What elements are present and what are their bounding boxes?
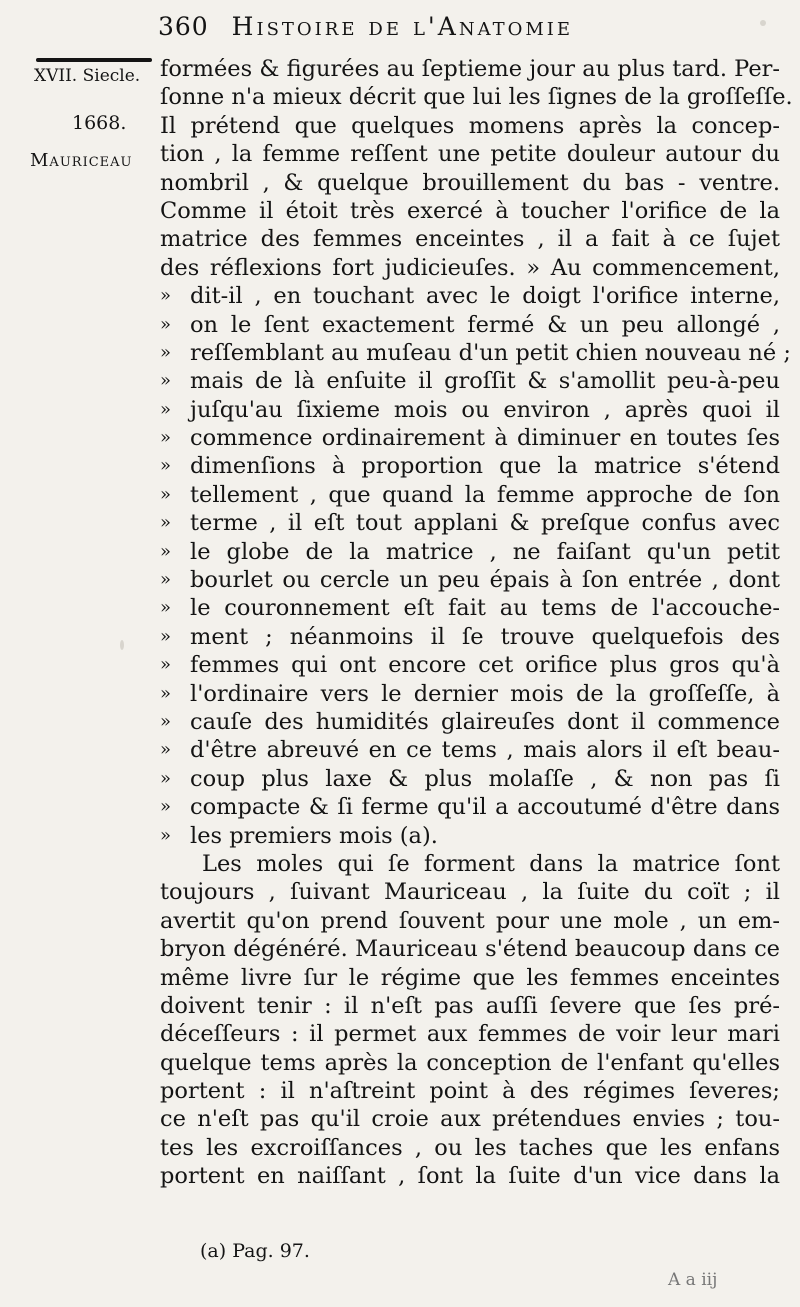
line-text: ſonne n'a mieux décrit que lui les ſignes de la groſſeſſe. — [160, 84, 793, 111]
text-line — [160, 594, 780, 622]
text-line — [160, 396, 780, 424]
text-line — [160, 964, 780, 992]
line-text: dit-il , en touchant avec le doigt l'orifice interne, — [190, 283, 780, 310]
text-line — [160, 140, 780, 168]
line-text: Comme il étoit très exercé à toucher l'orifice de la — [160, 197, 780, 224]
text-line — [160, 339, 791, 367]
line-text: ce n'eſt pas qu'il croie aux prétendues envies ; tou- — [160, 1106, 780, 1133]
text-line — [160, 992, 780, 1020]
quote-mark: » — [160, 739, 172, 761]
running-title: Histoire de l'Anatomie — [231, 12, 574, 41]
running-header — [158, 12, 778, 41]
quote-mark: » — [160, 540, 172, 562]
quote-mark: » — [160, 796, 172, 818]
text-line — [160, 1162, 780, 1190]
text-line — [160, 935, 780, 963]
line-text: femmes qui ont encore cet orifice plus gros qu'à — [190, 652, 780, 679]
text-line — [160, 112, 780, 140]
margin-rule — [36, 58, 152, 62]
quote-mark: » — [160, 625, 172, 647]
paper-stain — [120, 640, 124, 650]
line-text: cauſe des humidités glaireuſes dont il commence — [190, 708, 780, 735]
line-text: portent en naiſſant , ſont la ſuite d'un vice dans la — [160, 1163, 780, 1190]
quote-mark: » — [160, 483, 172, 505]
footnote: (a) Pag. 97. — [200, 1240, 310, 1262]
quote-mark: » — [160, 313, 172, 335]
quote-mark: » — [160, 569, 172, 591]
text-line — [160, 793, 780, 821]
text-line — [160, 765, 780, 793]
text-line — [160, 169, 780, 197]
text-line — [160, 566, 780, 594]
text-body — [160, 55, 793, 1191]
line-text: le globe de la matrice , ne faiſant qu'un petit — [190, 538, 780, 565]
signature-mark: A a iij — [668, 1270, 718, 1290]
quote-mark: » — [160, 427, 172, 449]
line-text: ment ; néanmoins il ſe trouve quelquefois des — [190, 623, 780, 650]
line-text: quelque tems après la conception de l'enfant qu'elles — [160, 1049, 780, 1076]
line-text: compacte & ſi ferme qu'il a accoutumé d'être dans — [190, 794, 780, 821]
line-text: déceſſeurs : il permet aux femmes de voir leur mari — [160, 1021, 780, 1048]
text-line — [160, 282, 780, 310]
line-text: tellement , que quand la femme approche de ſon — [190, 481, 780, 508]
text-line — [160, 509, 780, 537]
margin-century: XVII. Siecle. — [34, 66, 141, 86]
text-line — [160, 254, 780, 282]
line-text: dimenſions à proportion que la matrice s'étend — [190, 453, 780, 480]
line-text: l'ordinaire vers le dernier mois de la groſſeſſe, à — [190, 680, 780, 707]
text-line — [160, 225, 780, 253]
line-text: portent : il n'aſtreint point à des régimes ſeveres; — [160, 1078, 780, 1105]
text-line — [160, 878, 780, 906]
line-text: reſſemblant au muſeau d'un petit chien nouveau né ; — [190, 339, 791, 366]
line-text: formées & figurées au ſeptieme jour au plus tard. Per- — [160, 56, 780, 82]
quote-mark: » — [160, 767, 172, 789]
line-text: toujours , ſuivant Mauriceau , la ſuite du coït ; il — [160, 879, 780, 906]
line-text: des réflexions fort judicieuſes. » Au commencement, — [160, 254, 780, 281]
line-text: d'être abreuvé en ce tems , mais alors il eſt beau- — [190, 737, 780, 764]
text-line — [160, 822, 780, 850]
line-text: tes les excroiſſances , ou les taches que les enfans — [160, 1134, 780, 1161]
line-text: avertit qu'on prend ſouvent pour une mole , un em- — [160, 907, 780, 934]
text-line — [160, 1105, 780, 1133]
line-text: commence ordinairement à diminuer en toutes ſes — [190, 425, 780, 452]
line-text: Il prétend que quelques momens après la concep- — [160, 112, 780, 139]
line-text: le couronnement eſt fait au tems de l'accouche- — [190, 595, 780, 622]
quote-mark: » — [160, 398, 172, 420]
quote-mark: » — [160, 682, 172, 704]
line-text: terme , il eſt tout applani & preſque confus avec — [190, 510, 780, 537]
line-text: Les moles qui ſe forment dans la matrice ſont — [202, 850, 780, 877]
text-line — [160, 1077, 780, 1105]
quote-mark: » — [160, 597, 172, 619]
text-line — [160, 452, 780, 480]
text-line — [160, 481, 780, 509]
page-number: 360 — [158, 12, 209, 41]
text-line — [160, 1020, 780, 1048]
quote-mark: » — [160, 341, 172, 363]
quote-mark: » — [160, 370, 172, 392]
text-line — [160, 311, 780, 339]
line-text: bourlet ou cercle un peu épais à ſon entrée , dont — [190, 567, 780, 594]
text-line — [160, 1049, 780, 1077]
line-text: les premiers mois (a). — [190, 822, 438, 849]
text-line — [160, 1134, 780, 1162]
quote-mark: » — [160, 455, 172, 477]
line-text: doivent tenir : il n'eſt pas auſſi ſevere que ſes pré- — [160, 992, 780, 1019]
text-line — [160, 680, 780, 708]
text-line — [160, 623, 780, 651]
line-text: bryon dégénéré. Mauriceau s'étend beaucoup dans ce — [160, 936, 780, 963]
line-text: même livre ſur le régime que les femmes enceintes — [160, 964, 780, 991]
line-text: nombril , & quelque brouillement du bas - ventre. — [160, 169, 780, 196]
margin-year: 1668. — [72, 112, 127, 134]
text-line — [160, 55, 780, 83]
text-line — [160, 736, 780, 764]
line-text: matrice des femmes enceintes , il a fait à ce ſujet — [160, 226, 780, 253]
text-line — [160, 850, 780, 878]
line-text: juſqu'au ſixieme mois ou environ , après quoi il — [190, 396, 780, 423]
text-line — [160, 538, 780, 566]
quote-mark: » — [160, 285, 172, 307]
line-text: tion , la femme reſſent une petite douleur autour du — [160, 141, 780, 168]
text-line — [160, 907, 780, 935]
line-text: on le ſent exactement fermé & un peu allongé , — [190, 311, 780, 338]
quote-mark: » — [160, 654, 172, 676]
quote-mark: » — [160, 710, 172, 732]
text-line — [160, 197, 780, 225]
text-line — [160, 651, 780, 679]
quote-mark: » — [160, 512, 172, 534]
text-line — [160, 367, 780, 395]
margin-author-name: Mauriceau — [30, 150, 133, 171]
quote-mark: » — [160, 824, 172, 846]
text-line — [160, 708, 780, 736]
line-text: mais de là enſuite il groſſit & s'amollit peu-à-peu — [190, 368, 780, 395]
line-text: coup plus laxe & plus molaſſe , & non pas ſi — [190, 765, 780, 792]
text-line — [160, 424, 780, 452]
paper-stain — [760, 20, 766, 26]
text-line — [160, 83, 793, 111]
